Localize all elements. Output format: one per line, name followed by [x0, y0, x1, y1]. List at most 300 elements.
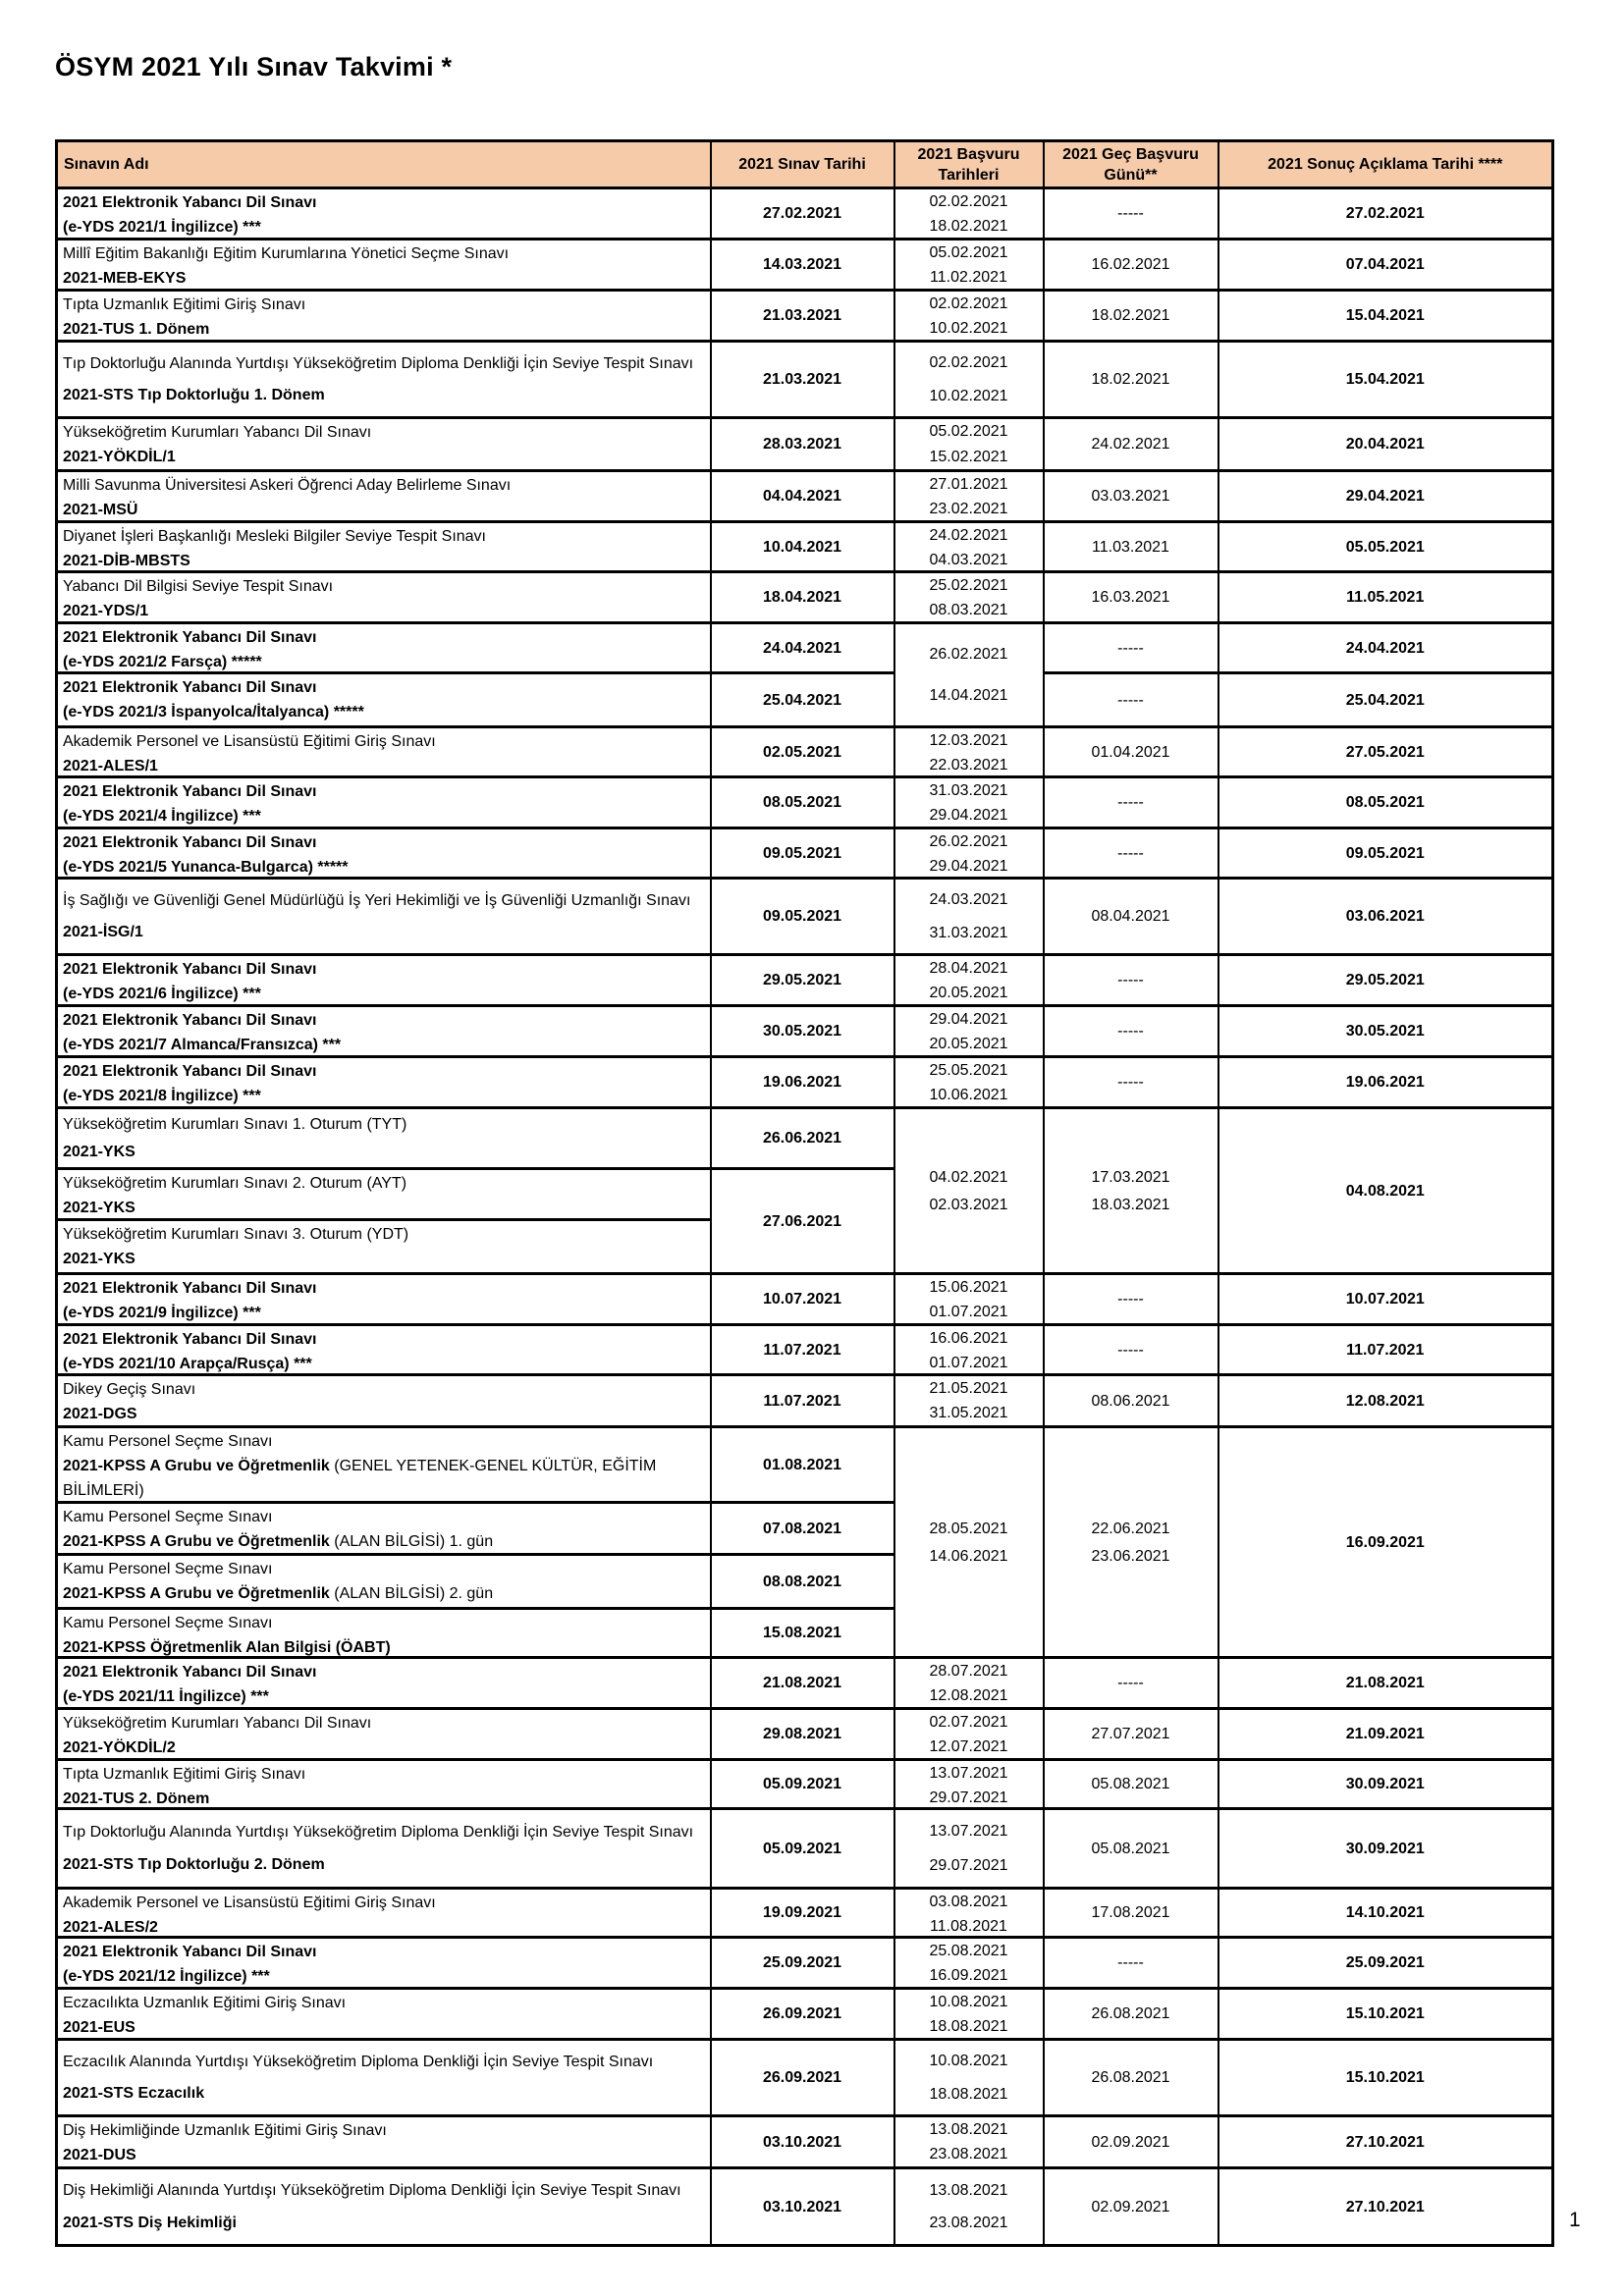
application-dates-cell	[894, 2168, 1044, 2246]
cell-line	[763, 790, 841, 815]
cell-line	[1346, 2195, 1425, 2219]
text-segment: 21.03.2021	[762, 371, 842, 388]
cell-line	[1117, 1950, 1144, 1975]
text-segment: 05.08.2021	[1091, 1840, 1170, 1857]
table-row	[57, 1989, 1553, 2040]
text-segment: 14.03.2021	[762, 256, 842, 273]
text-segment: 2021 Elektronik Yabancı Dil Sınavı	[63, 1331, 317, 1348]
result-date-cell	[1218, 291, 1553, 342]
cell-line	[1117, 636, 1144, 661]
text-segment: 27.10.2021	[1345, 2198, 1425, 2216]
cell-line	[929, 1786, 1007, 1810]
cell-line	[1091, 367, 1169, 392]
text-segment: 04.04.2021	[762, 488, 842, 505]
cell-line	[63, 1852, 704, 1877]
table-row	[57, 1375, 1553, 1427]
cell-line	[929, 573, 1007, 598]
table-row	[57, 471, 1553, 522]
text-segment: 27.02.2021	[1345, 205, 1425, 222]
cell-line	[1091, 2002, 1169, 2026]
text-segment: 21.09.2021	[1345, 1726, 1425, 1742]
cell-line	[929, 1761, 1007, 1786]
text-segment: Akademik Personel ve Lisansüstü Eğitimi Giriş Sınavı	[63, 733, 436, 750]
cell-line	[63, 2211, 704, 2235]
cell-line	[929, 1300, 1007, 1324]
text-segment: 05.09.2021	[762, 1776, 842, 1792]
cell-line	[763, 1671, 841, 1695]
result-date-cell	[1218, 240, 1553, 291]
text-segment: (e-YDS 2021/12 İngilizce) ***	[63, 1968, 270, 1985]
text-segment: 25.09.2021	[762, 1954, 842, 1971]
cell-line	[929, 1275, 1007, 1300]
exam-date-cell	[711, 1427, 894, 1503]
result-date-cell	[1218, 342, 1553, 418]
result-date-cell	[1218, 879, 1553, 955]
exam-name-cell	[57, 1889, 711, 1938]
text-segment: -----	[1117, 639, 1144, 657]
text-segment: 10.06.2021	[929, 1087, 1008, 1103]
cell-line	[1091, 252, 1169, 277]
cell-line	[929, 497, 1007, 521]
cell-line	[763, 740, 841, 765]
cell-line	[63, 1084, 704, 1108]
cell-line	[1346, 1070, 1425, 1095]
exam-name-cell	[57, 1760, 711, 1809]
cell-line	[763, 1453, 841, 1477]
cell-line	[63, 241, 704, 266]
cell-line	[63, 1940, 704, 1964]
cell-line	[63, 830, 704, 855]
text-segment: 11.07.2021	[1346, 1341, 1425, 1359]
cell-line	[763, 1837, 841, 1861]
text-segment: 2021-DUS	[63, 2147, 136, 2163]
application-dates-cell	[894, 1938, 1044, 1989]
late-application-cell	[1044, 471, 1218, 522]
cell-line	[1346, 201, 1425, 226]
text-segment: 01.08.2021	[762, 1456, 842, 1473]
text-segment: 22.06.2021	[1091, 1520, 1170, 1537]
text-segment: 30.05.2021	[762, 1023, 842, 1040]
application-dates-cell	[894, 471, 1044, 522]
cell-line	[1346, 1900, 1425, 1925]
exam-date-cell	[711, 1503, 894, 1555]
text-segment: 13.08.2021	[929, 2121, 1008, 2138]
result-date-cell	[1218, 1709, 1553, 1760]
text-segment: -----	[1117, 1675, 1144, 1691]
application-dates-cell	[894, 1809, 1044, 1889]
cell-line	[63, 1222, 704, 1247]
exam-date-cell	[711, 1760, 894, 1809]
cell-line	[763, 252, 841, 277]
exam-date-cell	[711, 1057, 894, 1108]
exam-date-cell	[711, 623, 894, 673]
exam-date-cell	[711, 342, 894, 418]
cell-line	[929, 1710, 1007, 1735]
cell-line	[63, 1505, 704, 1529]
text-segment: 16.06.2021	[929, 1330, 1008, 1347]
cell-line	[929, 2178, 1007, 2203]
exam-date-cell	[711, 727, 894, 777]
text-segment: 31.05.2021	[929, 1405, 1008, 1421]
cell-line	[930, 1914, 1007, 1939]
cell-line	[63, 1008, 704, 1033]
cell-line	[763, 201, 841, 226]
cell-line	[930, 265, 1007, 290]
late-application-cell	[1044, 1006, 1218, 1057]
cell-line	[63, 1635, 704, 1660]
text-segment: Yükseköğretim Kurumları Sınavı 3. Oturum (YDT)	[63, 1226, 409, 1243]
exam-name-cell	[57, 342, 711, 418]
cell-line	[929, 1963, 1007, 1988]
text-segment: 09.05.2021	[762, 908, 842, 925]
cell-line	[1117, 841, 1144, 866]
text-segment: 2021-TUS 2. Dönem	[63, 1790, 210, 1807]
late-application-cell	[1044, 188, 1218, 240]
cell-line	[63, 1454, 704, 1503]
cell-line	[763, 1900, 841, 1925]
text-segment: 19.06.2021	[1345, 1074, 1425, 1091]
cell-line	[1117, 1070, 1144, 1095]
text-segment: 2021-STS Tıp Doktorluğu 1. Dönem	[63, 387, 325, 404]
cell-line	[63, 729, 704, 754]
cell-line	[929, 1517, 1007, 1541]
text-segment: Diyanet İşleri Başkanlığı Mesleki Bilgiler Seviye Tespit Sınavı	[63, 528, 486, 545]
cell-line	[763, 1517, 841, 1541]
text-segment: 25.09.2021	[1345, 1954, 1425, 1971]
text-segment: 02.02.2021	[929, 193, 1008, 210]
text-segment: (e-YDS 2021/6 İngilizce) ***	[63, 986, 261, 1002]
exam-name-cell	[57, 1274, 711, 1325]
result-date-cell	[1218, 522, 1553, 572]
cell-line	[929, 921, 1007, 945]
cell-line	[763, 2065, 841, 2090]
exam-date-cell	[711, 1889, 894, 1938]
text-segment: 11.05.2021	[1346, 589, 1425, 606]
cell-line	[929, 419, 1007, 444]
text-segment: 2021-MEB-EKYS	[63, 270, 187, 287]
text-segment: Kamu Personel Seçme Sınavı	[63, 1615, 273, 1631]
text-segment: (e-YDS 2021/5 Yunanca-Bulgarca) *****	[63, 859, 349, 876]
column-header-exam-date: 2021 Sınav Tarihi	[711, 141, 894, 188]
text-segment: 29.04.2021	[929, 1011, 1008, 1028]
cell-line	[929, 1165, 1007, 1190]
cell-line	[1346, 2002, 1425, 2026]
application-dates-cell	[894, 955, 1044, 1006]
late-application-cell	[1044, 1274, 1218, 1325]
cell-line	[763, 2195, 841, 2219]
text-segment: 17.03.2021	[1091, 1168, 1170, 1186]
cell-line	[63, 675, 704, 700]
text-segment: 29.05.2021	[1345, 972, 1425, 988]
text-segment: Tıpta Uzmanlık Eğitimi Giriş Sınavı	[63, 1766, 306, 1783]
text-segment: 01.07.2021	[929, 1304, 1008, 1320]
cell-line	[1091, 740, 1169, 765]
cell-line	[763, 303, 841, 328]
exam-date-cell	[711, 1938, 894, 1989]
table-row	[57, 2116, 1553, 2168]
cell-line	[63, 1711, 704, 1735]
cell-line	[763, 367, 841, 392]
late-application-cell	[1044, 1709, 1218, 1760]
late-application-cell	[1044, 777, 1218, 828]
text-segment: Eczacılıkta Uzmanlık Eğitimi Giriş Sınavı	[63, 1995, 347, 2011]
result-date-cell	[1218, 623, 1553, 673]
result-date-cell	[1218, 1889, 1553, 1938]
cell-line	[929, 642, 1007, 667]
cell-line	[929, 2117, 1007, 2142]
text-segment: Akademik Personel ve Lisansüstü Eğitimi Giriş Sınavı	[63, 1895, 436, 1911]
text-segment: 13.08.2021	[929, 2181, 1008, 2199]
cell-line	[1346, 1837, 1425, 1861]
exam-date-cell	[711, 418, 894, 471]
exam-date-cell	[711, 471, 894, 522]
text-segment: 2021-EUS	[63, 2019, 135, 2036]
text-segment: (ALAN BİLGİSİ) 1. gün	[329, 1533, 494, 1550]
cell-line	[929, 778, 1007, 803]
text-segment: 05.08.2021	[1091, 1776, 1170, 1792]
cell-line	[63, 1762, 704, 1787]
cell-line	[929, 1939, 1007, 1963]
cell-line	[1091, 1389, 1169, 1414]
text-segment: 02.02.2021	[929, 295, 1008, 312]
exam-date-cell	[711, 291, 894, 342]
cell-line	[1346, 1772, 1425, 1796]
text-segment: 26.08.2021	[1091, 2069, 1170, 2086]
exam-date-cell	[711, 1325, 894, 1375]
exam-date-cell	[711, 879, 894, 955]
table-row	[57, 188, 1553, 240]
table-row	[57, 1889, 1553, 1938]
text-segment: 11.07.2021	[763, 1341, 841, 1359]
text-segment: 02.05.2021	[762, 743, 842, 761]
application-dates-cell	[894, 1006, 1044, 1057]
exam-date-cell	[711, 1658, 894, 1709]
text-segment: 12.08.2021	[1345, 1392, 1425, 1410]
late-application-cell	[1044, 342, 1218, 418]
text-segment: 26.09.2021	[762, 2005, 842, 2022]
text-segment: 27.07.2021	[1091, 1726, 1170, 1742]
cell-line	[929, 523, 1007, 548]
cell-line	[63, 700, 704, 724]
text-segment: 26.02.2021	[929, 645, 1008, 663]
cell-line	[1091, 303, 1169, 328]
exam-name-cell	[57, 1609, 711, 1658]
text-segment: 29.04.2021	[1345, 488, 1425, 505]
text-segment: İş Sağlığı ve Güvenliği Genel Müdürlüğü İş Yeri Hekimliği ve İş Güvenliği Uzmanlığı Sınavı	[63, 891, 691, 909]
cell-line	[929, 2211, 1007, 2235]
result-date-cell	[1218, 1108, 1553, 1274]
late-application-cell	[1044, 1108, 1218, 1274]
cell-line	[63, 804, 704, 828]
cell-line	[63, 2081, 704, 2106]
text-segment: 14.04.2021	[929, 687, 1008, 705]
cell-line	[63, 317, 704, 342]
cell-line	[63, 351, 704, 376]
text-segment: 2021-STS Diş Hekimliği	[63, 2215, 237, 2231]
cell-line	[63, 1352, 704, 1376]
text-segment: 18.02.2021	[929, 218, 1008, 235]
page-title: ÖSYM 2021 Yılı Sınav Takvimi *	[55, 52, 453, 81]
text-segment: 03.03.2021	[1091, 488, 1170, 505]
table-row	[57, 572, 1553, 623]
cell-line	[929, 1376, 1007, 1401]
text-segment: 04.02.2021	[929, 1168, 1008, 1186]
text-segment: 03.06.2021	[1345, 908, 1425, 925]
text-segment: 27.06.2021	[762, 1212, 842, 1230]
text-segment: Kamu Personel Seçme Sınavı	[63, 1433, 273, 1450]
cell-line	[63, 2015, 704, 2040]
cell-line	[63, 1033, 704, 1057]
text-segment: 02.07.2021	[929, 1714, 1008, 1731]
text-segment: 2021-KPSS A Grubu ve Öğretmenlik	[63, 1533, 330, 1550]
text-segment: -----	[1117, 844, 1144, 862]
cell-line	[1091, 2065, 1169, 2090]
application-dates-cell	[894, 291, 1044, 342]
text-segment: Yükseköğretim Kurumları Sınavı 2. Oturum (AYT)	[63, 1175, 407, 1192]
cell-line	[63, 1301, 704, 1325]
cell-line	[929, 1351, 1007, 1375]
result-date-cell	[1218, 1274, 1553, 1325]
text-segment: 2021-YKS	[63, 1143, 135, 1160]
exam-date-cell	[711, 2168, 894, 2246]
text-segment: 19.09.2021	[762, 1904, 842, 1921]
cell-line	[763, 1019, 841, 1043]
text-segment: 2021 Elektronik Yabancı Dil Sınavı	[63, 1664, 317, 1681]
exam-date-cell	[711, 1989, 894, 2040]
text-segment: 2021-STS Tıp Doktorluğu 2. Dönem	[63, 1856, 325, 1874]
text-segment: 08.04.2021	[1091, 908, 1170, 925]
cell-line	[1117, 688, 1144, 713]
late-application-cell	[1044, 673, 1218, 727]
cell-line	[929, 240, 1007, 265]
text-segment: 29.08.2021	[762, 1726, 842, 1742]
cell-line	[1117, 790, 1144, 815]
exam-name-cell	[57, 1057, 711, 1108]
text-segment: 2021-YDS/1	[63, 603, 149, 619]
cell-line	[1346, 1530, 1425, 1555]
cell-line	[63, 2050, 704, 2074]
exam-date-cell	[711, 1375, 894, 1427]
cell-line	[1346, 841, 1425, 866]
application-dates-cell	[894, 1108, 1044, 1274]
text-segment: 16.09.2021	[1345, 1533, 1425, 1551]
result-date-cell	[1218, 2168, 1553, 2246]
exam-date-cell	[711, 2040, 894, 2116]
text-segment: 08.03.2021	[929, 602, 1008, 618]
table-row	[57, 522, 1553, 572]
cell-line	[63, 190, 704, 215]
cell-line	[63, 1276, 704, 1301]
cell-line	[63, 982, 704, 1006]
exam-date-cell	[711, 240, 894, 291]
text-segment: 29.07.2021	[929, 1856, 1008, 1874]
exam-calendar-table	[55, 139, 1554, 2247]
cell-line	[1346, 688, 1425, 713]
application-dates-cell	[894, 1989, 1044, 2040]
text-segment: 2021-STS Eczacılık	[63, 2085, 205, 2103]
cell-line	[63, 1171, 704, 1196]
cell-line	[1346, 432, 1425, 456]
text-segment: Tıp Doktorluğu Alanında Yurtdışı Yükseköğretim Diploma Denkliği İçin Seviye Tespit Sınavı	[63, 1823, 694, 1841]
application-dates-cell	[894, 1889, 1044, 1938]
text-segment: 18.04.2021	[762, 589, 842, 606]
cell-line	[1117, 201, 1144, 226]
table-row	[57, 1709, 1553, 1760]
text-segment: 25.02.2021	[929, 577, 1008, 594]
cell-line	[929, 1326, 1007, 1351]
cell-line	[63, 920, 704, 944]
text-segment: 20.05.2021	[929, 985, 1008, 1001]
cell-line	[763, 1209, 841, 1234]
cell-line	[929, 854, 1007, 879]
text-segment: 15.04.2021	[1345, 307, 1425, 324]
text-segment: 15.10.2021	[1345, 2069, 1425, 2086]
cell-line	[929, 292, 1007, 316]
text-segment: (e-YDS 2021/11 İngilizce) ***	[63, 1688, 269, 1705]
cell-line	[763, 1722, 841, 1746]
cell-line	[1346, 1389, 1425, 1414]
text-segment: 25.04.2021	[762, 691, 842, 709]
cell-line	[929, 1819, 1007, 1843]
cell-line	[763, 2130, 841, 2155]
text-segment: 15.10.2021	[1345, 2005, 1425, 2022]
text-segment: 05.02.2021	[929, 244, 1008, 261]
table-row	[57, 955, 1553, 1006]
text-segment: 11.03.2021	[1092, 538, 1169, 556]
text-segment: 11.02.2021	[930, 269, 1007, 286]
late-application-cell	[1044, 1938, 1218, 1989]
result-date-cell	[1218, 828, 1553, 879]
text-segment: 15.08.2021	[762, 1625, 842, 1641]
text-segment: 03.10.2021	[762, 2133, 842, 2151]
text-segment: -----	[1117, 972, 1144, 988]
text-segment: 18.02.2021	[1091, 307, 1170, 324]
cell-line	[63, 957, 704, 982]
text-segment: 2021 Elektronik Yabancı Dil Sınavı	[63, 961, 317, 978]
table-row	[57, 2168, 1553, 2246]
text-segment: 2021-ALES/2	[63, 1919, 158, 1936]
cell-line	[1346, 484, 1425, 508]
cell-line	[63, 2143, 704, 2167]
application-dates-cell	[894, 522, 1044, 572]
cell-line	[929, 214, 1007, 239]
text-segment: 2021-YKS	[63, 1200, 135, 1216]
text-segment: 23.02.2021	[929, 501, 1008, 517]
text-segment: 11.08.2021	[930, 1918, 1007, 1935]
cell-line	[1346, 1950, 1425, 1975]
cell-line	[63, 1140, 704, 1164]
cell-line	[763, 968, 841, 992]
text-segment: 02.09.2021	[1091, 2133, 1170, 2151]
text-segment: 15.02.2021	[929, 448, 1008, 465]
text-segment: 01.04.2021	[1091, 743, 1170, 761]
cell-line	[63, 2178, 704, 2203]
text-segment: (e-YDS 2021/4 İngilizce) ***	[63, 808, 261, 825]
text-segment: 29.04.2021	[929, 858, 1008, 875]
text-segment: (e-YDS 2021/2 Farsça) *****	[63, 654, 262, 670]
text-segment: 16.02.2021	[1091, 256, 1170, 273]
result-date-cell	[1218, 727, 1553, 777]
cell-line	[929, 1401, 1007, 1425]
exam-name-cell	[57, 1503, 711, 1555]
text-segment: 09.05.2021	[1345, 844, 1425, 862]
cell-line	[929, 189, 1007, 214]
application-dates-cell	[894, 240, 1044, 291]
text-segment: Yabancı Dil Bilgisi Seviye Tespit Sınavı	[63, 578, 334, 595]
late-application-cell	[1044, 418, 1218, 471]
column-header-result-date: 2021 Sonuç Açıklama Tarihi ****	[1218, 141, 1553, 188]
exam-name-cell	[57, 188, 711, 240]
